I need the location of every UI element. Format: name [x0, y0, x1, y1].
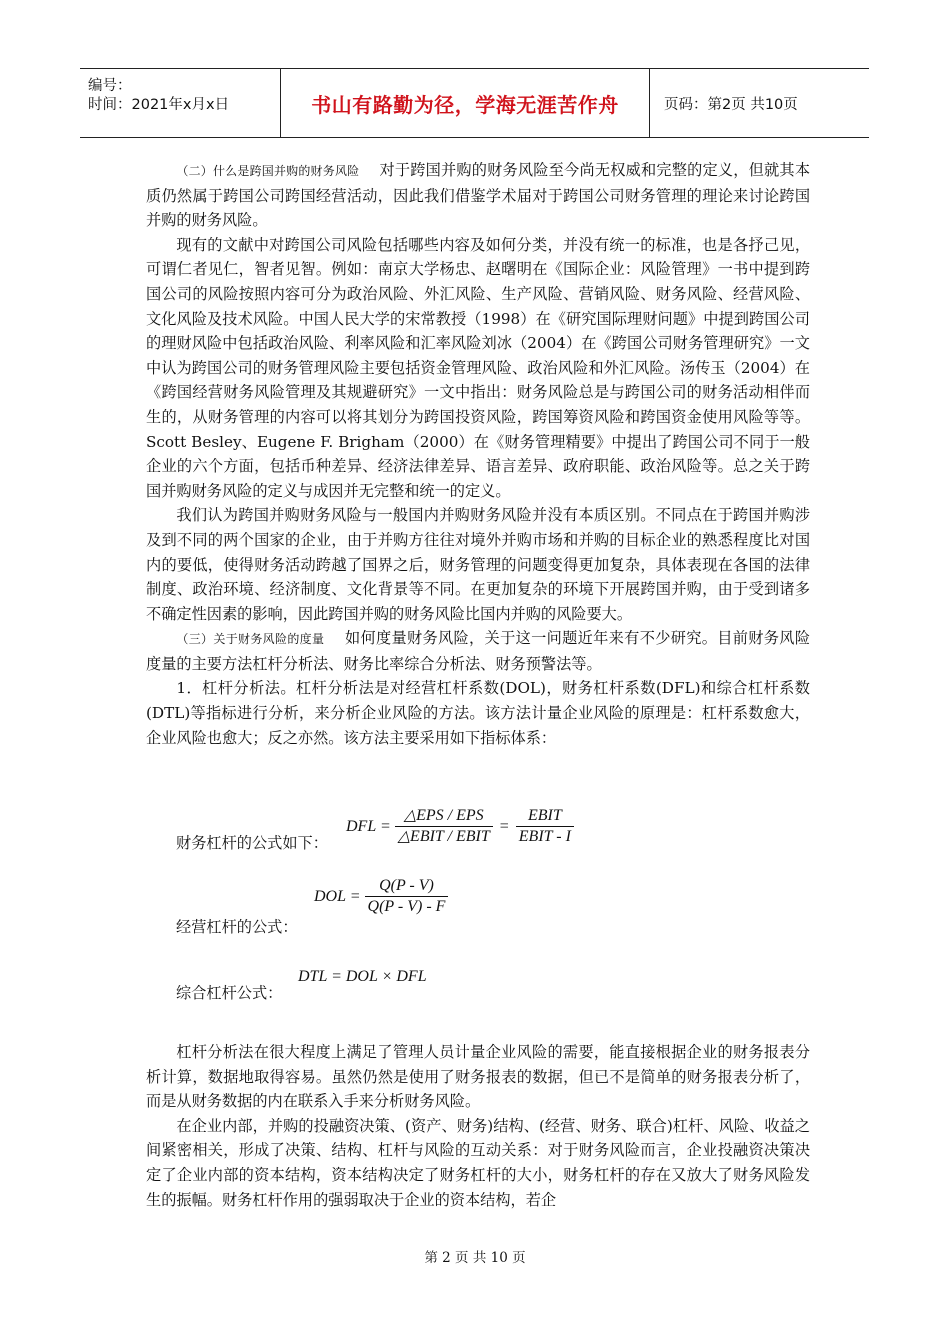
dfl-numerator-2: EBIT — [516, 806, 574, 827]
page-footer: 第 2 页 共 10 页 — [424, 1250, 526, 1266]
section-heading-3: （三）关于财务风险的度量 — [176, 632, 325, 647]
paragraph-text: 对于跨国并购的财务风险至今尚无权威和完整的定义，但就其本质仍然属于跨国公司跨国经营活动，因此我们借鉴学术届对于跨国公司财务管理的理论来讨论跨国并购的财务风险。 — [146, 161, 811, 230]
paragraph-internal-relations: 在企业内部，并购的投融资决策、(资产、财务)结构、(经营、财务、联合)杠杆、风险、收益之间紧密相关，形成了决策、结构、杠杆与风险的互动关系：对于财务风险而言，企业投融资决策决定了企业内部的资本结构，资本结构决定了财务杠杆的大小，财务杠杆的存在又放大了财务风险发生的振幅。财务杠杆作用的强弱取决于企业的资本结构，若企 — [146, 1116, 810, 1209]
paragraph-measurement — [146, 626, 810, 676]
section-heading-2: （二）什么是跨国并购的财务风险 — [176, 164, 360, 178]
document-body-top — [146, 158, 810, 750]
motto: 书山有路勤为径，学海无涯苦作舟 — [311, 92, 619, 117]
date-label: 时间：2021年x月x日 — [88, 97, 230, 113]
dol-denominator: Q(P - V) - F — [367, 898, 446, 915]
formula-label-dol: 经营杠杆的公式： — [176, 918, 298, 936]
formula-dol — [314, 876, 448, 917]
dfl-numerator-1: △EPS / EPS — [395, 806, 493, 827]
dfl-denominator-2: EBIT - I — [518, 828, 571, 845]
paragraph-opinion: 我们认为跨国并购财务风险与一般国内并购财务风险并没有本质区别。不同点在于跨国并购涉及到不同的两个国家的企业，由于并购方往往对境外并购市场和并购的目标企业的熟悉程度比对国内的要低，使得财务活动跨越了国界之后，财务管理的问题变得更加复杂，具体表现在各国的法律制度、政治环境、经济制度、文化背景等不同。在更加复杂的环境下开展跨国并购，由于受到诸多不确定性因素的影响，因此跨国并购的财务风险比国内并购的风险要大。 — [146, 506, 810, 623]
dfl-lhs: DFL = — [346, 817, 391, 835]
dol-fraction — [365, 876, 449, 917]
dfl-denominator-1: △EBIT / EBIT — [397, 828, 490, 845]
dol-numerator: Q(P - V) — [365, 876, 449, 897]
dol-lhs: DOL = — [314, 887, 361, 905]
dfl-equals: = — [499, 817, 509, 835]
page-code: 页码：第2页 共10页 — [664, 96, 798, 113]
formula-dfl — [346, 806, 574, 847]
paragraph-text: 如何度量财务风险，关于这一问题近年来有不少研究。目前财务风险度量的主要方法杠杆分析法、财务比率综合分析法、财务预警法等。 — [146, 629, 811, 673]
formula-label-dfl: 财务杠杆的公式如下： — [176, 834, 328, 852]
header-motto-cell — [281, 69, 650, 137]
header-meta-cell — [80, 69, 281, 137]
formula-label-dtl: 综合杠杆公式： — [176, 984, 283, 1002]
formula-dtl: DTL = DOL × DFL — [298, 968, 427, 985]
page-header — [80, 68, 869, 138]
document-body-bottom — [146, 1040, 810, 1212]
dfl-fraction-1 — [395, 806, 493, 847]
header-page-cell — [650, 69, 869, 137]
paragraph-literature: 现有的文献中对跨国公司风险包括哪些内容及如何分类，并没有统一的标准，也是各抒己见，可谓仁者见仁，智者见智。例如：南京大学杨忠、赵曙明在《国际企业：风险管理》一书中提到跨国公司的风险按照内容可分为政治风险、外汇风险、生产风险、营销风险、财务风险、经营风险、文化风险及技术风险。中国人民大学的宋常教授（1998）在《研究国际理财问题》中提到跨国公司的理财风险中包括政治风险、利率风险和汇率风险刘冰（2004）在《跨国公司财务管理研究》一文中认为跨国公司的财务管理风险主要包括资金管理风险、政治风险和外汇风险。汤传玉（2004）在《跨国经营财务风险管理及其规避研究》一文中指出：财务风险总是与跨国公司的财务活动相伴而生的，从财务管理的内容可以将其划分为跨国投资风险，跨国筹资风险和跨国资金使用风险等等。Scott Besley、Eugene F. Brigham（2000）在《财务管理精要》中提出了跨国公司不同于一般企业的六个方面，包括币种差异、经济法律差异、语言差异、政府职能、政治风险等。总之关于跨国并购财务风险的定义与成因并无完整和统一的定义。 — [146, 235, 810, 500]
dfl-fraction-2 — [516, 806, 574, 847]
paragraph-definition — [146, 158, 810, 233]
number-label: 编号： — [88, 78, 132, 94]
paragraph-leverage-evaluation: 杠杆分析法在很大程度上满足了管理人员计量企业风险的需要，能直接根据企业的财务报表分析计算，数据地取得容易。虽然仍然是使用了财务报表的数据，但已不是简单的财务报表分析了，而是从财务数据的内在联系入手来分析财务风险。 — [146, 1043, 810, 1111]
paragraph-leverage-method: 1．杠杆分析法。杠杆分析法是对经营杠杆系数(DOL)，财务杠杆系数(DFL)和综合杠杆系数(DTL)等指标进行分析，来分析企业风险的方法。该方法计量企业风险的原理是：杠杆系数愈大，企业风险也愈大；反之亦然。该方法主要采用如下指标体系： — [146, 679, 810, 747]
